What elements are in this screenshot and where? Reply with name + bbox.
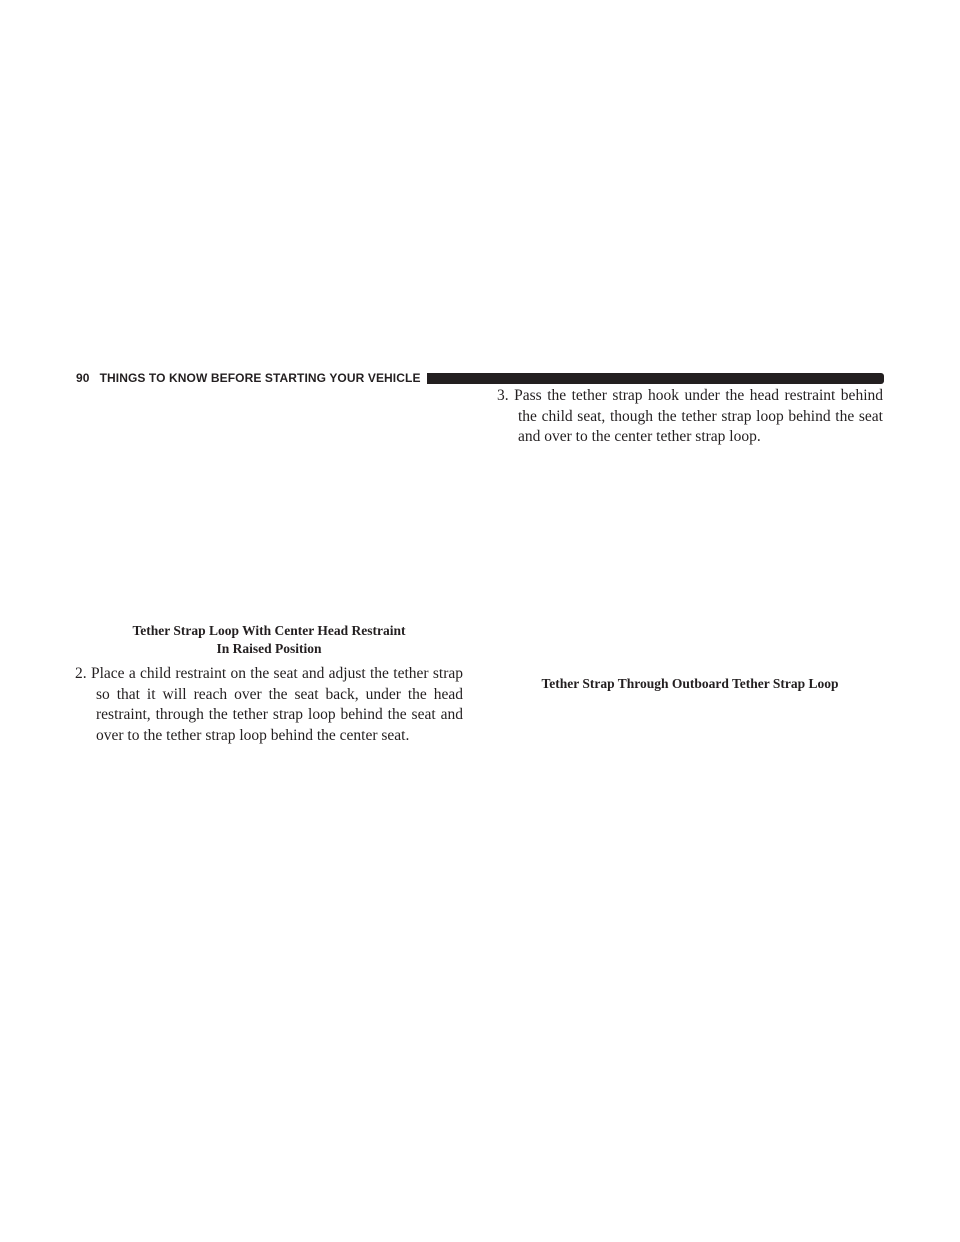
step-2-text: 2. Place a child restraint on the seat and adjust the tether strap so that it will reach over the seat back, under the head restraint, through the tether strap loop behind the seat and over to the tether strap loop behind the center seat. [75, 665, 463, 744]
figure-tether-through-outboard-loop [497, 448, 883, 675]
header-rule [427, 373, 884, 384]
figure-tether-loop-center-restraint [75, 386, 463, 622]
section-title: THINGS TO KNOW BEFORE STARTING YOUR VEHICLE [99, 371, 421, 385]
figure-caption-left [75, 622, 463, 658]
figure-caption-line-1: Tether Strap Loop With Center Head Restraint [132, 623, 406, 638]
figure-caption-line-2: In Raised Position [216, 641, 322, 656]
step-3-text: 3. Pass the tether strap hook under the head restraint behind the child seat, though the tether strap loop behind the seat and over to the center tether strap loop. [497, 387, 883, 445]
right-column [497, 386, 883, 693]
figure-caption-right: Tether Strap Through Outboard Tether Strap Loop [541, 675, 839, 691]
page-number: 90 [76, 371, 90, 385]
running-header [76, 369, 884, 387]
left-column [75, 386, 463, 746]
